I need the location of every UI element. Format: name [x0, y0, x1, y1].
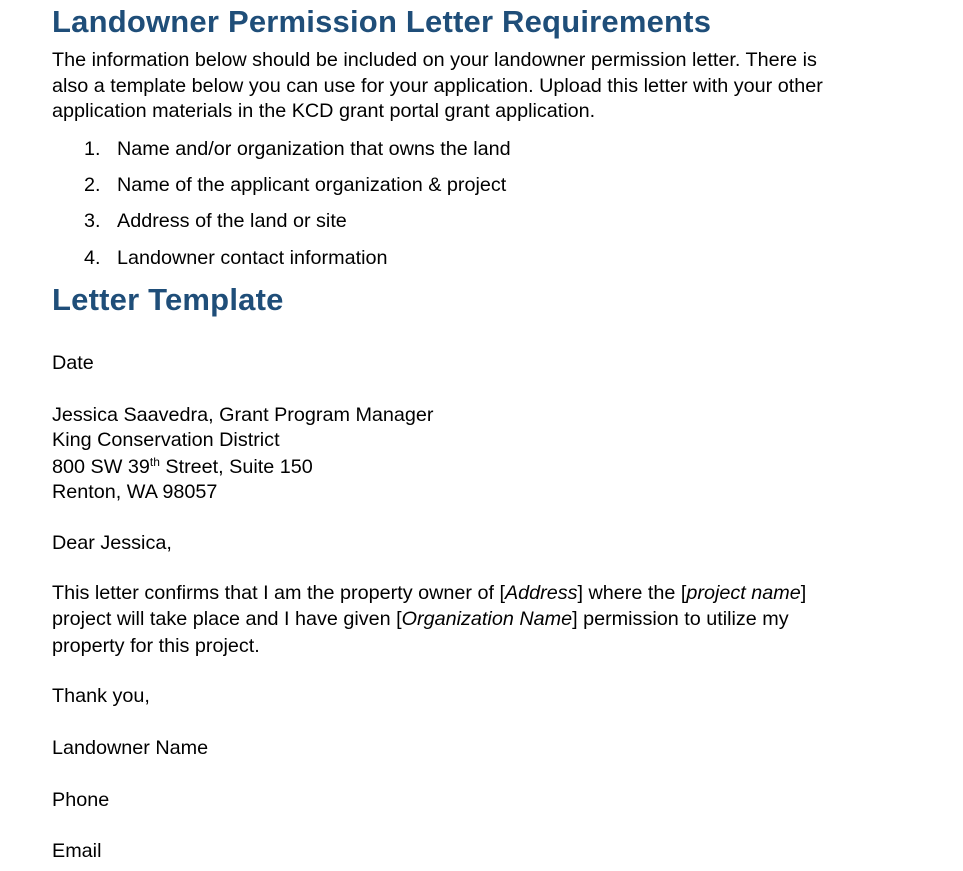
- list-item-number: 4.: [84, 247, 101, 269]
- body-text: ] where the [: [577, 582, 687, 604]
- street-prefix: 800 SW 39: [52, 456, 150, 478]
- body-line-2: [52, 608, 789, 631]
- body-text: ]: [800, 582, 807, 604]
- intro-line-2: also a template below you can use for your application. Upload this letter with your other: [52, 74, 823, 97]
- list-item-text: Name of the applicant organization & project: [117, 174, 507, 196]
- template-heading: Letter Template: [52, 282, 284, 317]
- organization-name-placeholder: Organization Name: [401, 608, 573, 630]
- recipient-city-state-zip: Renton, WA 98057: [52, 481, 218, 503]
- requirements-heading: Landowner Permission Letter Requirements: [52, 4, 712, 39]
- intro-line-1: The information below should be included on your landowner permission letter. There is: [52, 49, 817, 71]
- recipient-name-title: Jessica Saavedra, Grant Program Manager: [52, 404, 434, 426]
- street-suffix: Street, Suite 150: [159, 456, 313, 478]
- salutation: Dear Jessica,: [52, 532, 172, 554]
- list-item: [84, 174, 506, 197]
- body-line-1: [52, 582, 806, 605]
- template-date: Date: [52, 352, 94, 374]
- list-item-text: Landowner contact information: [117, 247, 388, 269]
- list-item: [84, 138, 511, 161]
- list-item-text: Name and/or organization that owns the land: [117, 138, 511, 160]
- signature-name: Landowner Name: [52, 737, 209, 759]
- intro-paragraph: [52, 48, 932, 125]
- street-ordinal-sup: th: [149, 455, 160, 469]
- body-line-3: property for this project.: [52, 635, 260, 657]
- list-item-number: 2.: [84, 174, 101, 196]
- closing: Thank you,: [52, 685, 150, 707]
- list-item-number: 3.: [84, 210, 101, 232]
- body-text: project will take place and I have given [: [52, 608, 402, 630]
- body-text: ] permission to utilize my: [572, 608, 789, 630]
- intro-line-3: application materials in the KCD grant portal grant application.: [52, 100, 596, 122]
- address-placeholder: Address: [504, 582, 578, 604]
- list-item: [84, 210, 347, 233]
- recipient-street: [52, 455, 313, 479]
- list-item: [84, 247, 388, 270]
- list-item-number: 1.: [84, 138, 101, 160]
- signature-email: Email: [52, 840, 102, 862]
- body-text: This letter confirms that I am the property owner of [: [52, 582, 505, 604]
- project-name-placeholder: project name: [686, 582, 801, 604]
- recipient-organization: King Conservation District: [52, 429, 280, 451]
- list-item-text: Address of the land or site: [117, 210, 347, 232]
- signature-phone: Phone: [52, 789, 110, 811]
